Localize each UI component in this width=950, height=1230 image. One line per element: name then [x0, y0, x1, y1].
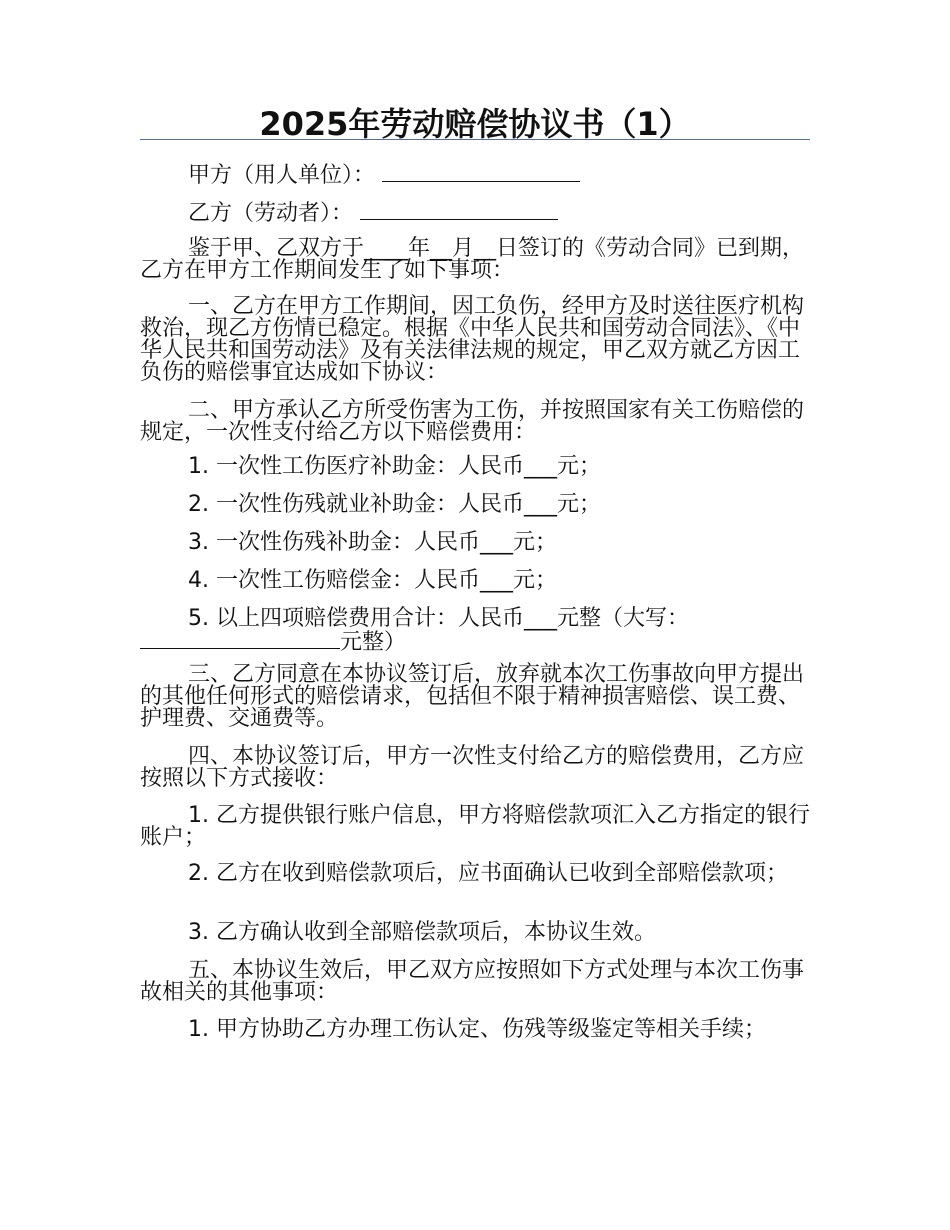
payment-item-2: 2. 一次性伤残就业补助金：人民币___元；: [188, 492, 601, 517]
payment-item-5: [140, 608, 810, 654]
document-title: 2025年劳动赔偿协议书（1）: [259, 105, 691, 143]
party-b-line: [140, 201, 810, 225]
party-b-label: 乙方（劳动者）：: [188, 201, 354, 226]
party-a-blank: [382, 163, 580, 182]
clause-4-item-2: 2. 乙方在收到赔偿款项后，应书面确认已收到全部赔偿款项；: [188, 861, 788, 886]
title-underline: [140, 139, 810, 140]
payment-item-5-suffix: 元整）: [340, 630, 407, 655]
clause-4-item-1: 1. 乙方提供银行账户信息，甲方将赔偿款项汇入乙方指定的银行账户；: [140, 803, 810, 850]
party-a-label: 甲方（用人单位）：: [188, 163, 376, 188]
clause-3-paragraph: 三、乙方同意在本协议签订后，放弃就本次工伤事故向甲方提出的其他任何形式的赔偿请求，包括但不限于精神损害赔偿、误工费、护理费、交通费等。: [140, 662, 805, 731]
clause-4-item-3: 3. 乙方确认收到全部赔偿款项后，本协议生效。: [188, 920, 656, 945]
party-a-line: [140, 163, 810, 187]
party-b-blank: [360, 201, 558, 220]
amount-in-words-blank: [140, 630, 340, 649]
payment-item-5-text: 5. 以上四项赔偿费用合计：人民币___元整（大写：: [188, 606, 689, 631]
clause-5-item-1: 1. 甲方协助乙方办理工伤认定、伤残等级鉴定等相关手续；: [188, 1017, 766, 1042]
clause-2-paragraph: 二、甲方承认乙方所受伤害为工伤，并按照国家有关工伤赔偿的规定，一次性支付给乙方以下赔偿费用：: [140, 398, 805, 445]
intro-paragraph: 鉴于甲、乙双方于____年__月__日签订的《劳动合同》已到期，乙方在甲方工作期间发生了如下事项：: [140, 236, 805, 283]
clause-5-paragraph: 五、本协议生效后，甲乙双方应按照如下方式处理与本次工伤事故相关的其他事项：: [140, 958, 805, 1005]
clause-4-paragraph: 四、本协议签订后，甲方一次性支付给乙方的赔偿费用，乙方应按照以下方式接收：: [140, 744, 805, 791]
payment-item-1: 1. 一次性工伤医疗补助金：人民币___元；: [188, 454, 601, 479]
payment-item-3: 3. 一次性伤残补助金：人民币___元；: [188, 530, 557, 555]
payment-item-4: 4. 一次性工伤赔偿金：人民币___元；: [188, 568, 557, 593]
clause-1-paragraph: 一、乙方在甲方工作期间，因工负伤，经甲方及时送往医疗机构救治，现乙方伤情已稳定。根据《中华人民共和国劳动合同法》、《中华人民共和国劳动法》及有关法律法规的规定，甲乙双方就乙方因工负伤的赔偿事宜达成如下协议：: [140, 294, 805, 385]
